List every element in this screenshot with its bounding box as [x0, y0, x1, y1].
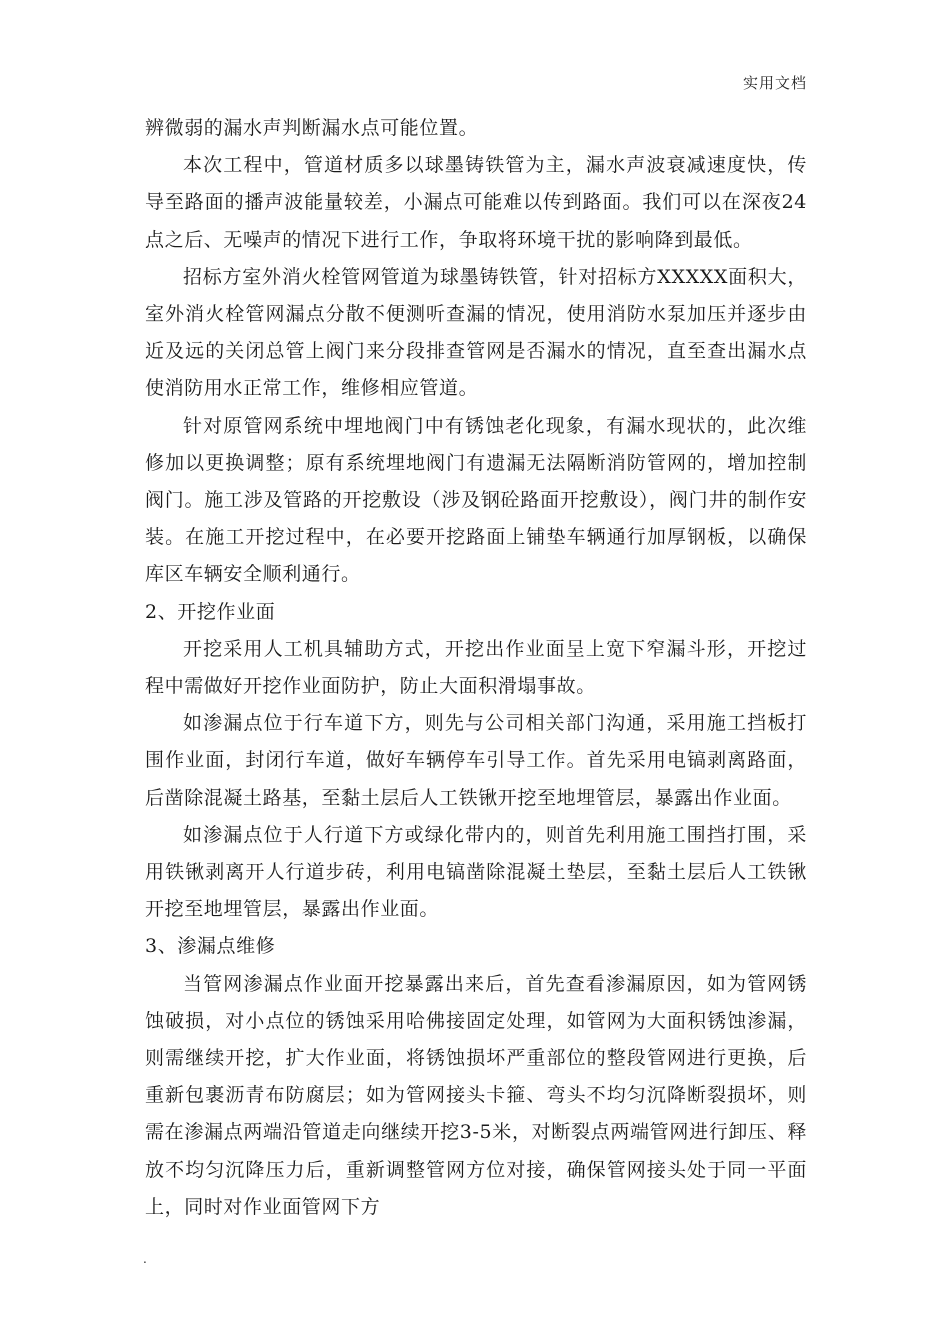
- paragraph-material: 本次工程中，管道材质多以球墨铸铁管为主，漏水声波衰减速度快，传导至路面的播声波能量较差，小漏点可能难以传到路面。我们可以在深夜24点之后、无噪声的情况下进行工作，争取将环境干扰的影响降到最低。: [145, 154, 807, 251]
- section-heading-leak-repair: 3、渗漏点维修: [145, 935, 276, 958]
- page-header-label: 实用文档: [742, 74, 807, 92]
- document-body: [145, 110, 807, 1226]
- section-heading-excavation: 2、开挖作业面: [145, 600, 276, 623]
- paragraph-excavation-method: 开挖采用人工机具辅助方式，开挖出作业面呈上宽下窄漏斗形，开挖过程中需做好开挖作业面防护，防止大面积滑塌事故。: [145, 637, 807, 698]
- paragraph-valve-replacement: 针对原管网系统中埋地阀门中有锈蚀老化现象，有漏水现状的，此次维修加以更换调整；原有系统埋地阀门有遗漏无法隔断消防管网的，增加控制阀门。施工涉及管路的开挖敷设（涉及钢砼路面开挖敷设），阀门井的制作安装。在施工开挖过程中，在必要开挖路面上铺垫车辆通行加厚钢板，以确保库区车辆安全顺利通行。: [145, 414, 807, 586]
- paragraph-continued: 辨微弱的漏水声判断漏水点可能位置。: [145, 117, 479, 139]
- paragraph-leak-repair: 当管网渗漏点作业面开挖暴露出来后，首先查看渗漏原因，如为管网锈蚀破损，对小点位的锈蚀采用哈佛接固定处理，如管网为大面积锈蚀渗漏，则需继续开挖，扩大作业面，将锈蚀损坏严重部位的整段管网进行更换，后重新包裹沥青布防腐层；如为管网接头卡箍、弯头不均匀沉降断裂损坏，则需在渗漏点两端沿管道走向继续开挖3-5米，对断裂点两端管网进行卸压、释放不均匀沉降压力后，重新调整管网方位对接，确保管网接头处于同一平面上，同时对作业面管网下方: [145, 972, 807, 1218]
- paragraph-sidewalk-leak: 如渗漏点位于人行道下方或绿化带内的，则首先利用施工围挡打围，采用铁锹剥离开人行道步砖，利用电镐凿除混凝土垫层，至黏土层后人工铁锹开挖至地埋管层，暴露出作业面。: [145, 823, 807, 921]
- paragraph-hydrant-network: 招标方室外消火栓管网管道为球墨铸铁管，针对招标方XXXXX面积大，室外消火栓管网漏点分散不便测听查漏的情况，使用消防水泵加压并逐步由近及远的关闭总管上阀门来分段排查管网是否漏水的情况，直至查出漏水点使消防用水正常工作，维修相应管道。: [145, 265, 807, 400]
- paragraph-roadway-leak: 如渗漏点位于行车道下方，则先与公司相关部门沟通，采用施工挡板打围作业面，封闭行车道，做好车辆停车引导工作。首先采用电镐剥离路面，后凿除混凝土路基，至黏土层后人工铁锹开挖至地埋管层，暴露出作业面。: [145, 712, 807, 809]
- footer-mark: .: [143, 1252, 147, 1266]
